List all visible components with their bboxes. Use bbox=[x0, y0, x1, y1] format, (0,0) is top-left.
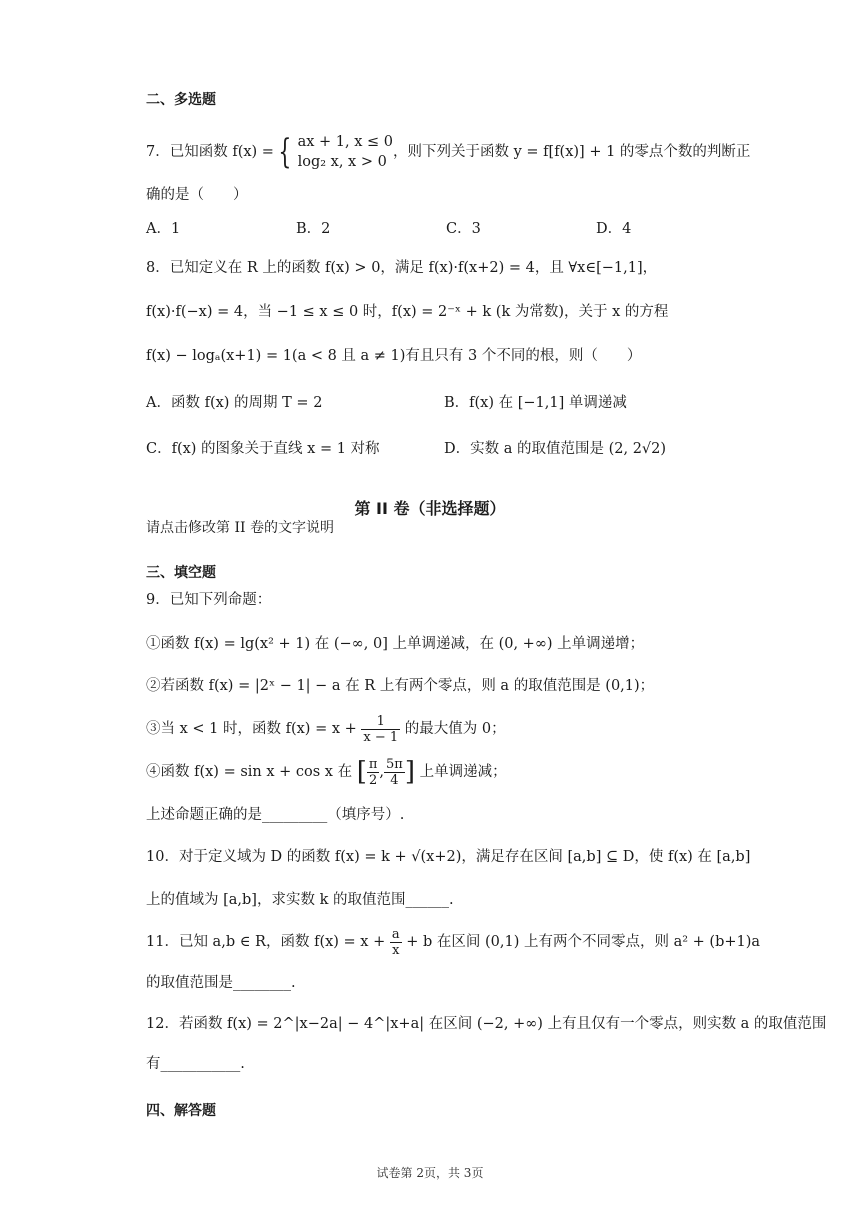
q8-option-d: D．实数 a 的取值范围是 (2, 2√2) bbox=[444, 441, 667, 457]
brace-icon: { bbox=[278, 132, 292, 172]
q11-fraction bbox=[390, 927, 402, 958]
q8-line1: 8．已知定义在 R 上的函数 f(x) > 0，满足 f(x)·f(x+2) = 4，且 ∀x∈[−1,1]， bbox=[146, 260, 658, 276]
q11-numerator: a bbox=[391, 926, 400, 942]
q9-proposition-4: ④函数 f(x) = sin x + cos x 在 [ $\frac{\pi}{2}$ , $\frac{5\pi}{4}$ ] 上单调递减； bbox=[146, 756, 507, 788]
q11-text-b: + b 在区间 (0,1) 上有两个不同零点，则 a² + (b+1)a bbox=[406, 934, 761, 950]
section-fill-in: 三、填空题 bbox=[146, 565, 216, 581]
q7-option-c: C．3 bbox=[446, 221, 481, 237]
q9-p3-denominator: x − 1 bbox=[363, 729, 399, 745]
q9-end: 上述命题正确的是_________（填序号）. bbox=[146, 807, 405, 823]
q9-p3-numerator: 1 bbox=[361, 714, 400, 730]
q11-line2: 的取值范围是________. bbox=[146, 975, 296, 991]
part2-title: 第 II 卷（非选择题） bbox=[354, 499, 506, 518]
q8-line2: f(x)·f(−x) = 4，当 −1 ≤ x ≤ 0 时，f(x) = 2⁻ˣ + k (k 为常数)，关于 x 的方程 bbox=[146, 304, 669, 320]
q12-line1: 12．若函数 f(x) = 2^|x−2a| − 4^|x+a| 在区间 (−2, +∞) 上有且仅有一个零点，则实数 a 的取值范围 bbox=[146, 1016, 827, 1032]
q9-p4-fraction-2 bbox=[384, 757, 405, 788]
q12-line2: 有___________. bbox=[146, 1056, 245, 1072]
q9-proposition-3 bbox=[146, 713, 506, 745]
q8-option-b: B．f(x) 在 [−1,1] 单调递减 bbox=[444, 395, 627, 411]
q9-p4-num-2: 5π bbox=[386, 756, 403, 772]
q7-cases bbox=[298, 132, 393, 172]
q9-p3-text-a: ③当 x < 1 时，函数 f(x) = x + bbox=[146, 721, 357, 737]
q9-intro: 9．已知下列命题： bbox=[146, 592, 272, 608]
q8-option-a: A．函数 f(x) 的周期 T = 2 bbox=[146, 395, 323, 411]
q9-p3-text-b: 的最大值为 0； bbox=[404, 721, 506, 737]
q7-case1: ax + 1, x ≤ 0 bbox=[297, 134, 393, 150]
q9-p4-den-1: 2 bbox=[368, 772, 378, 788]
section-answer: 四、解答题 bbox=[146, 1103, 216, 1119]
q8-line3: f(x) − logₐ(x+1) = 1(a < 8 且 a ≠ 1)有且只有 3 个不同的根，则（ ） bbox=[146, 348, 642, 364]
q10-line2: 上的值域为 [a,b]，求实数 k 的取值范围______. bbox=[146, 892, 454, 908]
q11-text-a: 11．已知 a,b ∈ R，函数 f(x) = x + bbox=[146, 934, 386, 950]
q9-p4-den-2: 4 bbox=[390, 772, 399, 788]
q9-p4-fraction-1 bbox=[367, 757, 380, 788]
part2-note: 请点击修改第 II 卷的文字说明 bbox=[146, 520, 334, 536]
q9-p4-text-b: 上单调递减； bbox=[419, 764, 507, 780]
q11-denominator: x bbox=[392, 942, 400, 958]
section-multi-choice: 二、多选题 bbox=[146, 92, 216, 108]
q9-p4-num-1: π bbox=[368, 756, 378, 772]
page-footer: 试卷第 2页，共 3页 bbox=[376, 1166, 484, 1180]
q7-option-d: D．4 bbox=[596, 221, 632, 237]
q9-proposition-1: ①函数 f(x) = lg(x² + 1) 在 (−∞, 0] 上单调递减，在 (0, +∞) 上单调递增； bbox=[146, 636, 645, 652]
q7-prefix: 7．已知函数 f(x) = bbox=[146, 144, 274, 160]
q10-line1: 10．对于定义域为 D 的函数 f(x) = k + √(x+2)，满足存在区间 [a,b] ⊆ D，使 f(x) 在 [a,b] bbox=[146, 849, 751, 865]
q9-p3-fraction bbox=[361, 714, 400, 745]
q7-line2: 确的是（ ） bbox=[146, 187, 248, 203]
q8-option-c: C．f(x) 的图象关于直线 x = 1 对称 bbox=[146, 441, 380, 457]
q11-line1 bbox=[146, 926, 760, 958]
left-bracket-icon: [ bbox=[356, 757, 367, 787]
q7-option-b: B．2 bbox=[296, 221, 331, 237]
q7-line1 bbox=[146, 132, 750, 172]
q7-suffix: ，则下列关于函数 y = f[f(x)] + 1 的零点个数的判断正 bbox=[393, 144, 751, 160]
q9-p4-text-a: ④函数 f(x) = sin x + cos x 在 bbox=[146, 764, 353, 780]
q7-option-a: A．1 bbox=[146, 221, 181, 237]
q9-proposition-2: ②若函数 f(x) = |2ˣ − 1| − a 在 R 上有两个零点，则 a 的取值范围是 (0,1)； bbox=[146, 678, 655, 694]
q7-case2: log₂ x, x > 0 bbox=[297, 154, 387, 170]
right-bracket-icon: ] bbox=[404, 757, 415, 787]
